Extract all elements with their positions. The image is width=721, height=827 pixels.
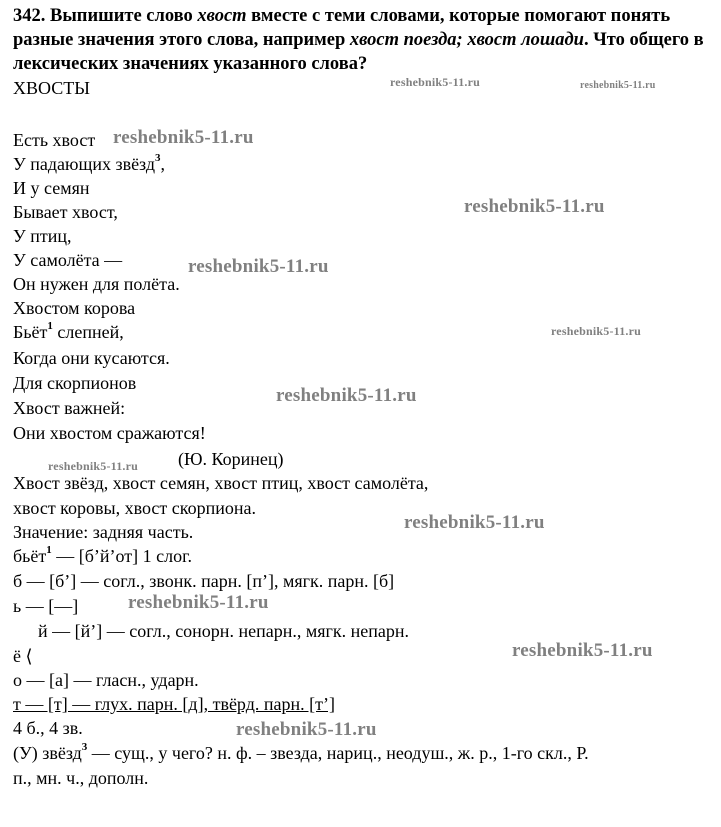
poem-line-8: Хвостом корова [13, 298, 136, 318]
watermark: reshebnik5-11.ru [390, 75, 480, 89]
phonetic-line-yo: ё ⟨ [13, 646, 33, 666]
poem-line-4: Бывает хвост, [13, 202, 118, 222]
watermark: reshebnik5-11.ru [512, 640, 653, 661]
phonetic-word: бьёт [13, 546, 47, 566]
phonetic-sup: 1 [46, 544, 52, 556]
watermark: reshebnik5-11.ru [404, 512, 545, 533]
poem-line-6: У самолёта — [13, 250, 123, 270]
watermark: reshebnik5-11.ru [276, 385, 417, 406]
watermark: reshebnik5-11.ru [128, 592, 269, 613]
answer-list-2: хвост коровы, хвост скорпиона. [13, 498, 256, 518]
poem-author: (Ю. Коринец) [178, 449, 284, 469]
phonetic-line-b: б — [б’] — согл., звонк. парн. [п’], мягк. парн. [б] [13, 571, 395, 591]
morph-line-1 [13, 742, 589, 764]
watermark: reshebnik5-11.ru [188, 256, 329, 277]
poem-line-2-comma: , [160, 154, 165, 174]
watermark: reshebnik5-11.ru [551, 324, 641, 338]
poem-title: ХВОСТЫ [13, 78, 90, 98]
phonetic-line-t: т — [т] — глух. парн. [д], твёрд. парн. [т’] [13, 694, 335, 714]
poem-line-1: Есть хвост [13, 130, 96, 150]
poem-line-7: Он нужен для полёта. [13, 274, 180, 294]
phonetic-transcription: — [б’й’от] 1 слог. [56, 546, 192, 566]
watermark: reshebnik5-11.ru [48, 459, 138, 473]
poem-line-2 [13, 153, 165, 175]
task-word: хвост [197, 6, 247, 26]
morph-word: (У) звёзд [13, 743, 82, 763]
phonetic-line-o: о — [а] — гласн., ударн. [13, 670, 199, 690]
answer-meaning: Значение: задняя часть. [13, 522, 194, 542]
poem-line-9-word: Бьёт [13, 322, 48, 342]
task-text-3: . Что общего в лексических значениях указанного слова? [13, 30, 704, 74]
watermark: reshebnik5-11.ru [113, 127, 254, 148]
poem-line-10: Когда они кусаются. [13, 348, 170, 368]
answer-list-1: Хвост звёзд, хвост семян, хвост птиц, хвост самолёта, [13, 473, 429, 493]
watermark: reshebnik5-11.ru [464, 196, 605, 217]
task-text-1: Выпишите слово [50, 6, 193, 26]
task-number: 342. [13, 6, 46, 26]
morph-sup: 3 [81, 741, 88, 753]
phonetic-line-soft-sign: ь — [—] [13, 596, 79, 616]
task-example: хвост поезда; хвост лошади [349, 30, 584, 50]
poem-line-2-text: У падающих звёзд [13, 154, 155, 174]
task-text-2: вместе с теми словами, которые помогают понять разные значения этого слова, например [13, 6, 671, 50]
poem-line-9 [13, 321, 124, 343]
poem-line-3: И у семян [13, 178, 90, 198]
poem-line-9-rest: слепней, [57, 322, 124, 342]
watermark: reshebnik5-11.ru [236, 719, 377, 740]
poem-line-11: Для скорпионов [13, 373, 137, 393]
morph-line-2: п., мн. ч., дополн. [13, 768, 149, 788]
task-statement [13, 4, 713, 76]
poem-line-2-sup: 3 [155, 152, 161, 164]
phonetic-line-y: й — [й’] — согл., сонорн. непарн., мягк. непарн. [38, 621, 409, 641]
phonetic-header [13, 545, 192, 567]
watermark: reshebnik5-11.ru [580, 80, 656, 91]
poem-line-9-sup: 1 [47, 320, 53, 332]
poem-line-13: Они хвостом сражаются! [13, 423, 206, 443]
poem-line-5: У птиц, [13, 226, 72, 246]
phonetic-summary: 4 б., 4 зв. [13, 718, 83, 738]
morph-text-1: — сущ., у чего? н. ф. – звезда, нариц., неодуш., ж. р., 1-го скл., Р. [91, 743, 589, 763]
poem-line-12: Хвост важней: [13, 398, 126, 418]
